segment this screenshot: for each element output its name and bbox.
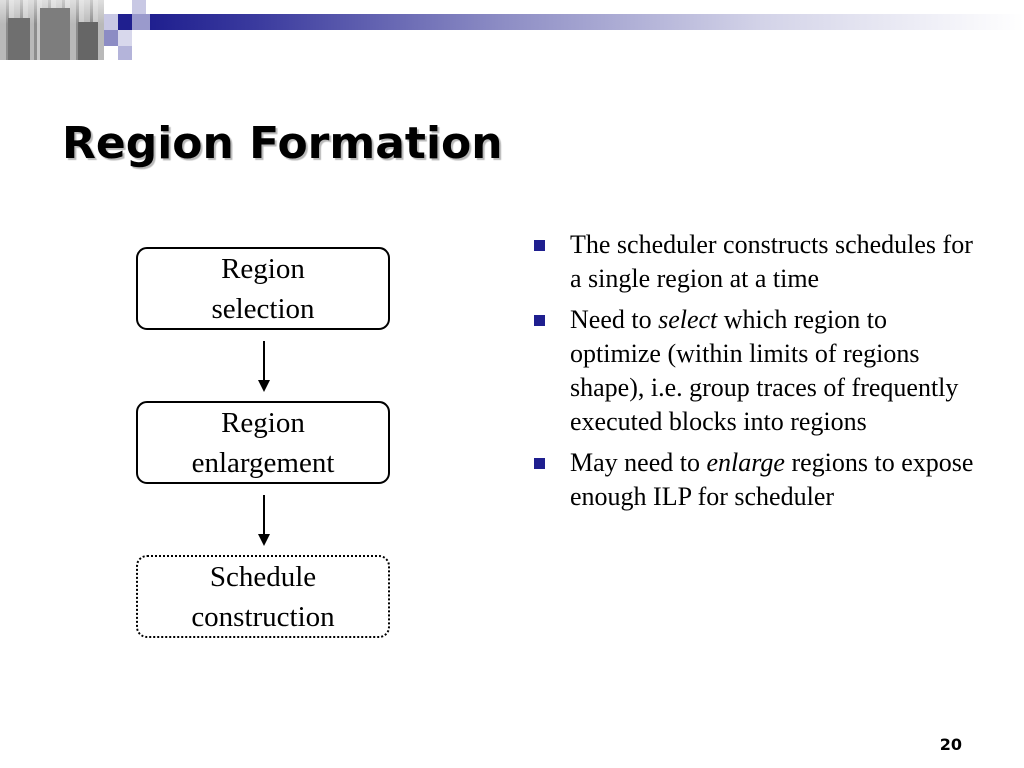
bullet-emphasis: enlarge [706,448,785,477]
bullet-text: regions to expose enough ILP for scheduler [570,448,974,511]
box-label-line: Region [221,406,305,439]
square-bullet-icon [534,458,545,469]
bullet-text: May need to [570,448,707,477]
decorative-square [118,14,132,30]
decorative-square [132,14,150,30]
box-label-line: selection [211,292,315,325]
region-selection-box [136,247,390,330]
schedule-construction-box [136,555,390,638]
bullet-text: The scheduler constructs schedules for a single region at a time [570,230,973,293]
decorative-square [132,0,146,14]
decorative-square [104,30,118,46]
down-arrow-icon [256,341,274,392]
campus-building-image [0,0,104,60]
region-enlargement-box [136,401,390,484]
box-label-line: Region [221,252,305,285]
decorative-square [104,14,118,30]
box-label-line: construction [191,600,335,633]
bullet-item [534,228,974,296]
decorative-square [118,46,132,60]
page-number: 20 [939,735,962,754]
square-bullet-icon [534,315,545,326]
bullet-emphasis: select [658,305,718,334]
box-label-line: Schedule [209,560,317,593]
header-gradient-bar [150,14,1024,30]
box-label-line: enlargement [191,446,335,479]
down-arrow-icon [256,495,274,546]
bullet-text: which region to optimize (within limits of regions shape), i.e. group traces of frequently executed blocks into regions [570,305,959,436]
decorative-square [118,30,132,46]
bullet-item [534,303,974,439]
bullet-text: Need to [570,305,659,334]
slide-title: Region Formation [62,118,503,169]
bullet-list [534,228,974,521]
square-bullet-icon [534,240,545,251]
bullet-item [534,446,974,514]
